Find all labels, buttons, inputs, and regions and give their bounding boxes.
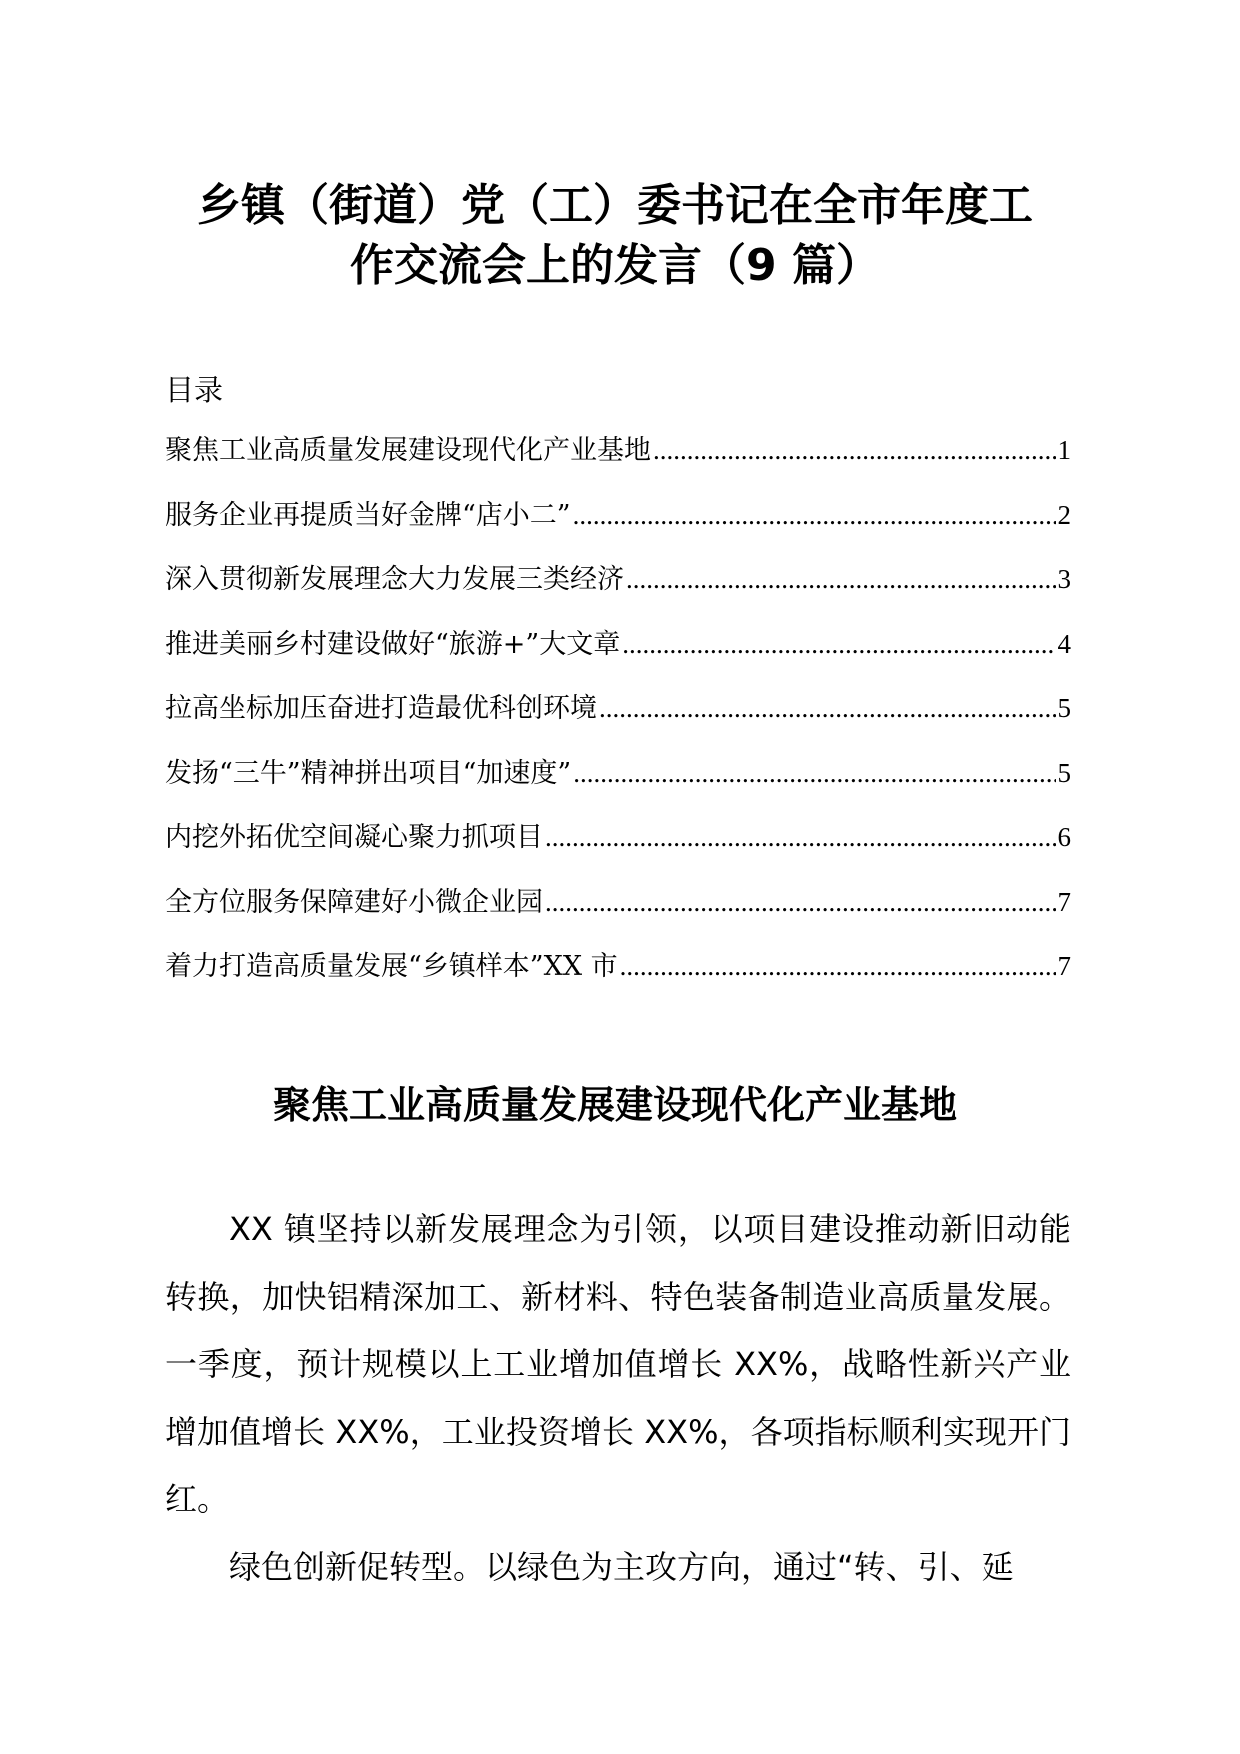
section-title: 聚焦工业高质量发展建设现代化产业基地 [272,1083,957,1127]
body-paragraph: 绿色创新促转型。以绿色为主攻方向，通过“转、引、延 [229,1547,1014,1586]
document-title-line-1: 乡镇（街道）党（工）委书记在全市年度工 [197,180,1033,231]
toc-leader-dots [599,688,1056,728]
toc-entry-page: 3 [1057,564,1071,594]
document-title-line-2: 作交流会上的发言（9 篇） [350,240,880,291]
toc-entry[interactable] [165,946,1071,1011]
toc-entry-label: 发扬“三牛”精神拼出项目“加速度” [165,757,572,789]
table-of-contents [165,430,1071,1011]
toc-leader-dots [626,559,1056,599]
toc-heading: 目录 [165,373,224,407]
toc-entry-label: 深入贯彻新发展理念大力发展三类经济 [165,564,624,595]
section-body [165,1196,1071,1601]
toc-leader-dots [545,882,1056,922]
toc-entry-page: 7 [1057,951,1071,981]
toc-entry-page: 7 [1057,886,1071,917]
toc-entry[interactable] [165,430,1071,495]
toc-leader-dots [573,495,1056,535]
toc-leader-dots [573,753,1055,793]
toc-entry-page: 5 [1057,757,1071,788]
toc-leader-dots [653,430,1056,470]
toc-entry[interactable] [165,817,1071,882]
toc-entry-page: 6 [1057,822,1071,852]
toc-entry-page: 4 [1057,628,1071,659]
toc-entry-page: 2 [1057,499,1071,530]
toc-leader-dots [545,817,1056,857]
toc-entry-label: 聚焦工业高质量发展建设现代化产业基地 [165,435,651,466]
toc-entry[interactable] [165,495,1071,560]
toc-entry-label: 服务企业再提质当好金牌“店小二” [165,499,571,531]
toc-entry-label: 拉高坐标加压奋进打造最优科创环境 [165,693,597,724]
toc-leader-dots [620,946,1056,986]
toc-leader-dots [622,624,1055,664]
toc-entry[interactable] [165,882,1071,947]
toc-entry[interactable] [165,688,1071,753]
toc-entry[interactable] [165,753,1071,818]
toc-entry-label: 内挖外拓优空间凝心聚力抓项目 [165,822,543,853]
toc-entry-page: 5 [1057,693,1071,723]
toc-entry[interactable] [165,559,1071,624]
toc-entry-page: 1 [1057,435,1071,465]
toc-entry[interactable] [165,624,1071,689]
toc-entry-label: 着力打造高质量发展“乡镇样本”XX 市 [165,951,618,982]
body-paragraph: XX 镇坚持以新发展理念为引领，以项目建设推动新旧动能转换，加快铝精深加工、新材料、特色装备制造业高质量发展。一季度，预计规模以上工业增加值增长 XX%，战略性新兴产业增加值增长 XX%，工业投资增长 XX%，各项指标顺利实现开门红。 [165,1210,1071,1518]
toc-entry-label: 全方位服务保障建好小微企业园 [165,886,543,918]
toc-entry-label: 推进美丽乡村建设做好“旅游+”大文章 [165,628,621,660]
